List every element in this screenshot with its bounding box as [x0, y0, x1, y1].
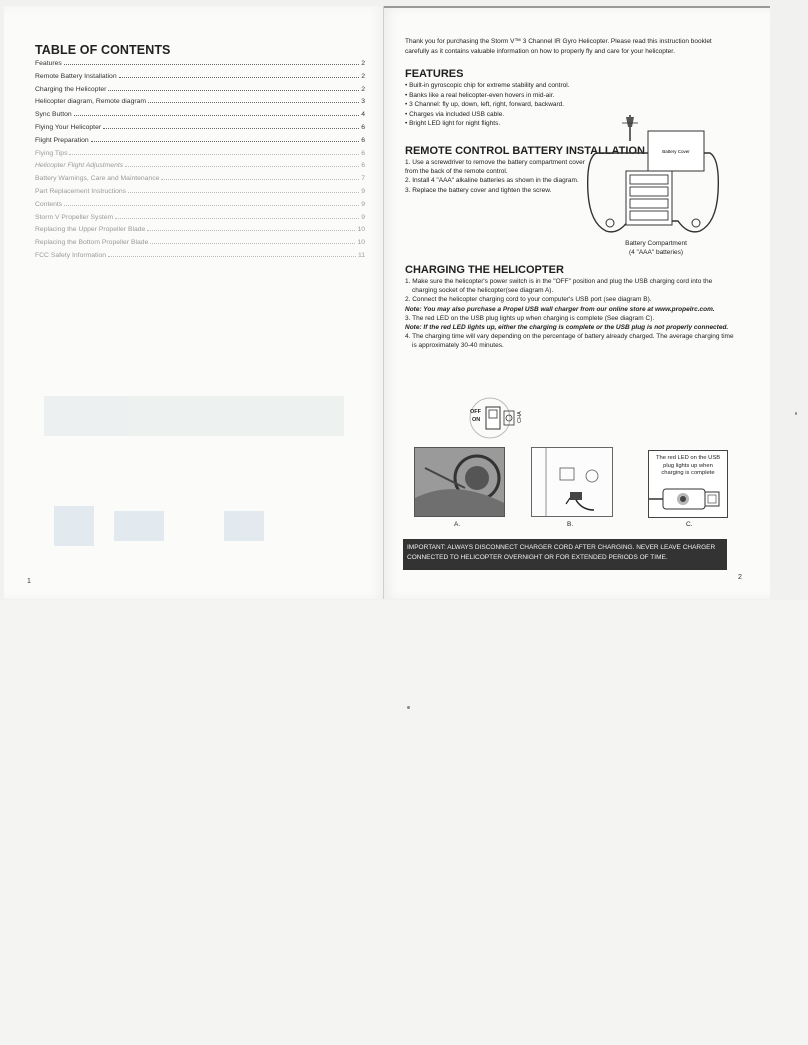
- toc-entry-page: 9: [361, 187, 365, 195]
- toc-entry-page: 6: [361, 149, 365, 157]
- remote-step: 3. Replace the battery cover and tighten the screw.: [405, 186, 552, 194]
- charging-steps-list: [405, 277, 735, 351]
- toc-leader-dots: [108, 256, 356, 257]
- toc-entry-page: 7: [361, 175, 365, 183]
- toc-entry-label: Flight Preparation: [35, 136, 89, 144]
- toc-leader-dots: [161, 179, 359, 180]
- booklet-page-left: [4, 6, 384, 599]
- toc-leader-dots: [128, 192, 359, 193]
- toc-leader-dots: [69, 154, 359, 155]
- battery-compartment-label: Battery Compartment: [625, 240, 687, 247]
- toc-leader-dots: [74, 115, 360, 116]
- switch-off-label: OFF: [470, 409, 481, 415]
- toc-entry-label: Helicopter diagram, Remote diagram: [35, 98, 147, 106]
- toc-entry-page: 6: [361, 123, 365, 131]
- toc-entry: [35, 201, 365, 214]
- figure-c-label: C.: [686, 521, 693, 528]
- toc-leader-dots: [64, 205, 359, 206]
- toc-leader-dots: [125, 166, 359, 167]
- scanner-background: [0, 600, 808, 1045]
- charging-title: CHARGING THE HELICOPTER: [405, 264, 564, 276]
- toc-entry-page: 2: [361, 85, 365, 93]
- intro-paragraph: Thank you for purchasing the Storm V™ 3 Channel IR Gyro Helicopter. Please read this instruction booklet carefully as it contains valuable information on how to properly fly and care for your helicopter.: [405, 38, 712, 55]
- toc-entry: [35, 188, 365, 201]
- toc-entry: [35, 86, 365, 99]
- toc-entry-label: Flying Your Helicopter: [35, 123, 102, 131]
- remote-step: 2. Install 4 "AAA" alkaline batteries as shown in the diagram.: [405, 177, 579, 185]
- feature-item: • Banks like a real helicopter-even hovers in mid-air.: [405, 91, 570, 101]
- toc-entry-label: Part Replacement Instructions: [35, 187, 127, 195]
- toc-leader-dots: [150, 243, 355, 244]
- remote-steps-list: [405, 158, 590, 195]
- figure-b-label: B.: [567, 521, 574, 528]
- figure-a-photo: [414, 447, 505, 517]
- toc-list: [35, 60, 365, 265]
- power-switch-diagram: [468, 397, 524, 439]
- scan-speck: [795, 412, 797, 415]
- toc-entry-page: 9: [361, 213, 365, 221]
- toc-leader-dots: [148, 102, 359, 103]
- page-number-left: 1: [27, 578, 31, 585]
- toc-entry: [35, 150, 365, 163]
- toc-entry-label: Remote Battery Installation: [35, 72, 117, 80]
- toc-entry-page: 6: [361, 162, 365, 170]
- toc-entry-page: 3: [361, 98, 365, 106]
- feature-item: • Bright LED light for night flights.: [405, 119, 570, 129]
- toc-entry-label: Charging the Helicopter: [35, 85, 107, 93]
- toc-entry-label: Replacing the Bottom Propeller Blade: [35, 239, 149, 247]
- toc-leader-dots: [103, 128, 359, 129]
- toc-leader-dots: [108, 90, 359, 91]
- toc-entry-label: Flying Tips: [35, 149, 68, 157]
- figure-c-diagram: [648, 450, 728, 518]
- figure-a-label: A.: [454, 521, 461, 528]
- toc-leader-dots: [91, 141, 360, 142]
- toc-entry: [35, 214, 365, 227]
- toc-entry-page: 2: [361, 60, 365, 67]
- toc-entry-page: 6: [361, 136, 365, 144]
- page-number-right: 2: [738, 574, 742, 581]
- remote-title: REMOTE CONTROL BATTERY INSTALLATION: [405, 145, 645, 157]
- toc-entry-page: 9: [361, 200, 365, 208]
- toc-entry: [35, 175, 365, 188]
- toc-entry-page: 11: [357, 251, 365, 259]
- scan-speck: [407, 706, 410, 709]
- toc-entry-page: 10: [357, 226, 365, 234]
- booklet-page-right: [384, 6, 770, 599]
- toc-entry-label: Battery Warnings, Care and Maintenance: [35, 175, 160, 183]
- toc-entry-page: 4: [361, 111, 365, 119]
- toc-leader-dots: [119, 77, 360, 78]
- toc-entry: [35, 226, 365, 239]
- bleed-through-shadow: [34, 316, 354, 586]
- toc-entry: [35, 60, 365, 73]
- feature-item: • Charges via included USB cable.: [405, 110, 570, 120]
- toc-leader-dots: [115, 218, 359, 219]
- charging-note: Note: You may also purchase a Propel USB wall charger from our online store at www.propelrc.com.: [405, 305, 715, 313]
- feature-item: • Built-in gyroscopic chip for extreme stability and control.: [405, 81, 570, 91]
- toc-entry-label: Contents: [35, 200, 63, 208]
- toc-entry: [35, 239, 365, 252]
- charging-step: 2. Connect the helicopter charging cord to your computer's USB port (see diagram B).: [405, 296, 652, 304]
- remote-battery-diagram: [582, 113, 724, 243]
- toc-entry-page: 10: [357, 239, 365, 247]
- toc-leader-dots: [147, 230, 355, 231]
- toc-entry-label: Helicopter Flight Adjustments: [35, 162, 124, 170]
- battery-compartment-caption: [608, 240, 704, 257]
- figure-b-diagram: [531, 447, 613, 517]
- toc-leader-dots: [64, 64, 359, 65]
- charging-step: 3. The red LED on the USB plug lights up when charging is complete (See diagram C).: [405, 314, 655, 322]
- toc-entry: [35, 137, 365, 150]
- toc-entry: [35, 73, 365, 86]
- figure-c-caption: The red LED on the USB plug lights up when charging is complete: [655, 455, 721, 476]
- toc-entry: [35, 124, 365, 137]
- toc-entry: [35, 252, 365, 265]
- important-warning-banner: IMPORTANT: ALWAYS DISCONNECT CHARGER CORD AFTER CHARGING. NEVER LEAVE CHARGER CONNECTED TO HELICOPTER OVERNIGHT OR FOR EXTENDED PERIODS OF TIME.: [403, 539, 727, 570]
- toc-entry-page: 2: [361, 72, 365, 80]
- feature-item: • 3 Channel: fly up, down, left, right, forward, backward.: [405, 100, 570, 110]
- toc-entry-label: Replacing the Upper Propeller Blade: [35, 226, 146, 234]
- features-list: [405, 81, 570, 129]
- toc-title: TABLE OF CONTENTS: [35, 43, 171, 57]
- charging-step: 1. Make sure the helicopter's power switch is in the "OFF" position and plug the USB charging cord into the charging socket of the helicopter(see diagram A).: [405, 278, 713, 295]
- toc-entry-label: Storm V Propeller System: [35, 213, 114, 221]
- toc-entry: [35, 111, 365, 124]
- toc-entry-label: Sync Button: [35, 111, 72, 119]
- features-title: FEATURES: [405, 68, 464, 80]
- switch-cha-label: CHA: [516, 411, 523, 423]
- battery-compartment-sub: (4 "AAA" batteries): [628, 248, 684, 256]
- charging-step: 4. The charging time will vary depending on the percentage of battery already charged. The average charging time is approximately 30-40 minutes.: [405, 333, 734, 350]
- toc-entry-label: Features: [35, 60, 62, 67]
- screwdriver-icon: [622, 115, 638, 141]
- battery-cover-label: Battery Cover: [662, 149, 690, 154]
- toc-entry-label: FCC Safety Information: [35, 251, 107, 259]
- toc-entry: [35, 162, 365, 175]
- charging-note: Note: If the red LED lights up, either the charging is complete or the USB plug is not properly connected.: [405, 324, 729, 332]
- switch-on-label: ON: [472, 417, 481, 423]
- toc-entry: [35, 98, 365, 111]
- remote-step: 1. Use a screwdriver to remove the battery compartment cover from the back of the remote control.: [405, 159, 585, 176]
